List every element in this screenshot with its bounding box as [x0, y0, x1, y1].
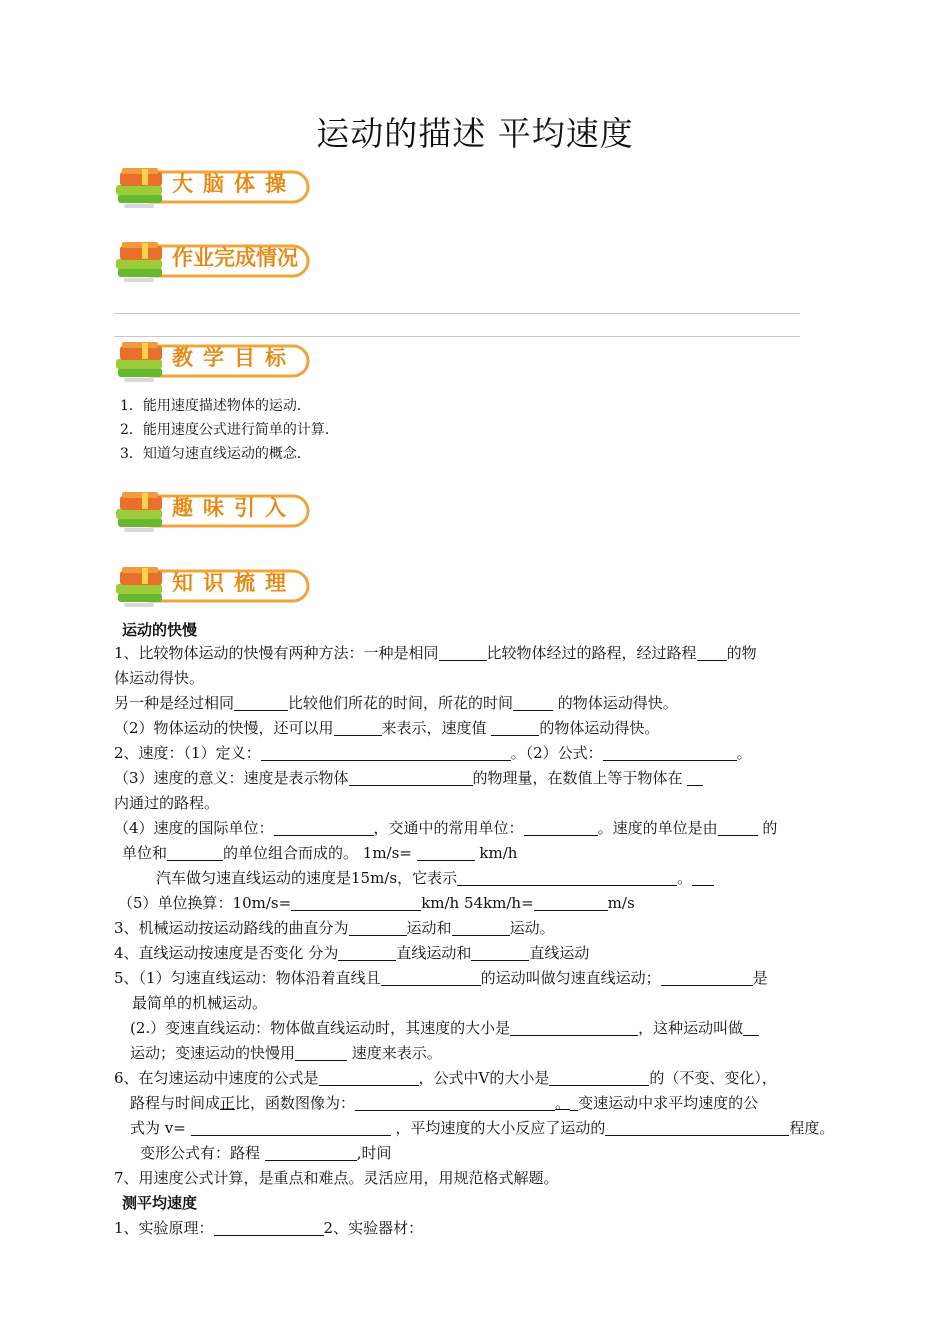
section-badge-homework — [114, 240, 314, 288]
badge-label: 知识梳理 — [172, 571, 296, 595]
fill-blank — [692, 870, 714, 886]
divider — [114, 313, 800, 314]
badge-label: 大脑体操 — [172, 172, 296, 196]
fill-blank — [718, 820, 758, 836]
fill-blank — [697, 645, 727, 661]
text-line: 3、机械运动按运动路线的曲直分为 运动和 运动。 — [114, 919, 555, 937]
fill-blank — [524, 820, 598, 836]
text-line: 另一种是经过相同 比较他们所花的时间，所花的时间 的物体运动得快。 — [114, 694, 678, 712]
text-line: 体运动得快。 — [114, 669, 205, 687]
fill-blank — [570, 1095, 578, 1111]
fill-blank — [457, 870, 677, 886]
fill-blank — [534, 895, 608, 911]
fill-blank — [355, 1095, 555, 1111]
fill-blank — [234, 695, 288, 711]
fill-blank — [261, 745, 511, 761]
badge-label: 教学目标 — [172, 346, 296, 370]
fill-blank — [167, 845, 223, 861]
objective-item: 3．知道匀速直线运动的概念． — [120, 446, 311, 462]
text-line: 6、在匀速运动中速度的公式是 ，公式中V的大小是 的（不变、变化）， — [114, 1069, 777, 1087]
fill-blank — [349, 770, 473, 786]
text-line: （5）单位换算：10m/s= km/h 54km/h= m/s — [118, 894, 635, 912]
text-line: （3）速度的意义：速度是表示物体 的物理量，在数值上等于物体在 — [114, 768, 703, 788]
fill-blank — [291, 895, 421, 911]
fill-blank — [603, 745, 737, 761]
fill-blank — [338, 945, 396, 961]
text-line: （4）速度的国际单位： ，交通中的常用单位： 。速度的单位是由 的 — [114, 819, 778, 837]
page-title: 运动的描述 平均速度 — [316, 114, 634, 153]
fill-blank — [687, 770, 703, 786]
fill-blank — [349, 920, 407, 936]
fill-blank — [661, 970, 753, 986]
text-line: 1、比较物体运动的快慢有两种方法：一种是相同 比较物体经过的路程，经过路程 的物 — [114, 644, 757, 662]
text-line: 内通过的路程。 — [114, 794, 220, 812]
section-badge-objectives — [114, 340, 314, 388]
fill-blank — [265, 1145, 357, 1161]
text-line: 汽车做匀速直线运动的速度是15m/s，它表示 。 — [156, 868, 714, 888]
badge-label: 趣味引入 — [172, 496, 296, 520]
text-line: 路程与时间成正比，函数图像为： 。 变速运动中求平均速度的公 — [130, 1094, 759, 1112]
fill-blank — [295, 1045, 347, 1061]
text-line: 2、速度：（1）定义： 。（2）公式： 。 — [114, 744, 752, 762]
section-badge-intro — [114, 490, 314, 538]
text-line: (2.）变速直线运动：物体做直线运动时，其速度的大小是 ，这种运动叫做 — [130, 1018, 759, 1038]
fill-blank — [334, 720, 382, 736]
fill-blank — [549, 1070, 649, 1086]
objective-item: 1．能用速度描述物体的运动． — [120, 398, 311, 414]
fill-blank — [191, 1120, 391, 1136]
fill-blank — [439, 645, 487, 661]
fill-blank — [319, 1070, 419, 1086]
text-line: （2）物体运动的快慢，还可以用 来表示，速度值 的物体运动得快。 — [114, 719, 660, 737]
text-line: 4、直线运动按速度是否变化 分为 直线运动和 直线运动 — [114, 944, 590, 962]
text-line: 单位和 的单位组合而成的。 1m/s= km/h — [122, 844, 518, 862]
fill-blank — [417, 845, 475, 861]
subheading: 运动的快慢 — [122, 621, 198, 639]
objective-item: 2．能用速度公式进行简单的计算． — [120, 422, 339, 438]
text-line: 5、（1）匀速直线运动：物体沿着直线且 的运动叫做匀速直线运动； 是 — [114, 969, 768, 987]
text-line: 7、用速度公式计算，是重点和难点。灵活应用，用规范格式解题。 — [114, 1169, 559, 1187]
fill-blank — [452, 920, 510, 936]
subheading: 测平均速度 — [122, 1194, 198, 1212]
text-line: 变形公式有：路程 ,时间 — [140, 1144, 392, 1162]
fill-blank — [471, 945, 529, 961]
fill-blank — [491, 720, 539, 736]
badge-label: 作业完成情况 — [172, 246, 298, 270]
fill-blank — [605, 1120, 789, 1136]
fill-blank — [510, 1020, 638, 1036]
fill-blank — [214, 1220, 324, 1236]
text-line: 1、实验原理： 2、实验器材： — [114, 1219, 424, 1237]
fill-blank — [513, 695, 553, 711]
fill-blank — [274, 820, 374, 836]
text-line: 式为 v= ，平均速度的大小反应了运动的 程度。 — [130, 1119, 835, 1137]
divider — [114, 336, 800, 337]
fill-blank — [381, 970, 481, 986]
section-badge-brain-exercise — [114, 166, 314, 214]
text-line: 运动；变速运动的快慢用 速度来表示。 — [130, 1044, 442, 1062]
section-badge-knowledge — [114, 565, 314, 613]
fill-blank — [743, 1020, 759, 1036]
text-line: 最简单的机械运动。 — [132, 994, 268, 1012]
